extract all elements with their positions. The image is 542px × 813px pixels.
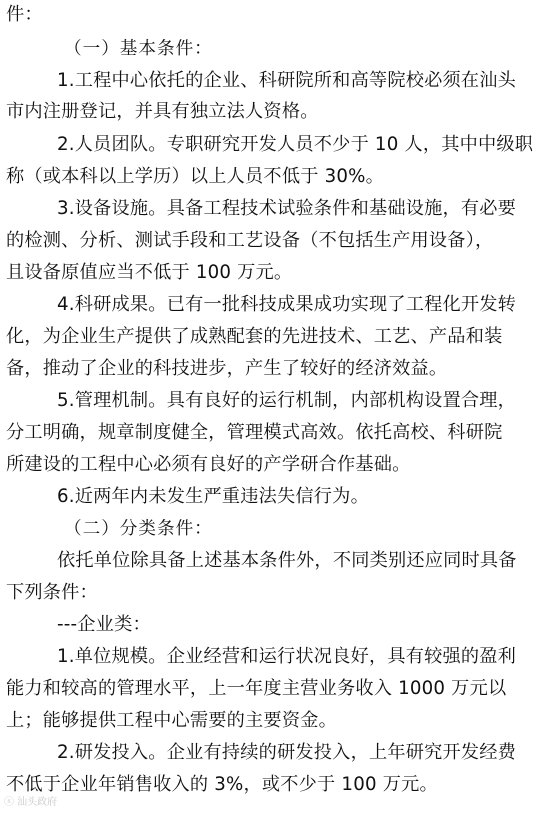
paragraph-line: 3.设备设施。具备工程技术试验条件和基础设施，有必要 <box>57 198 517 219</box>
paragraph-line: 分工明确，规章制度健全，管理模式高效。依托高校、科研院 <box>6 422 503 443</box>
paragraph-line: 4.科研成果。已有一批科技成果成功实现了工程化开发转 <box>57 294 517 315</box>
paragraph-line: 不低于企业年销售收入的 3%，或不少于 100 万元。 <box>6 774 438 795</box>
section-heading-basic: （一）基本条件： <box>64 39 213 59</box>
paragraph-line: 依托单位除具备上述基本条件外，不同类别还应同时具备 <box>57 550 517 571</box>
paragraph-line: 化，为企业生产提供了成熟配套的先进技术、工艺、产品和装 <box>6 326 503 347</box>
paragraph-line: 且设备原值应当不低于 100 万元。 <box>6 262 293 283</box>
paragraph-line: 5.管理机制。具有良好的运行机制，内部机构设置合理， <box>57 390 517 411</box>
paragraph-fragment: 件： <box>6 4 43 25</box>
paragraph-line: 2.人员团队。专职研究开发人员不少于 10 人，其中中级职 <box>57 134 534 155</box>
section-heading-category: （二）分类条件： <box>64 519 213 539</box>
paragraph-line: 备，推动了企业的科技进步，产生了较好的经济效益。 <box>6 358 448 379</box>
paragraph-line: 能力和较高的管理水平，上一年度主营业务收入 1000 万元以 <box>6 678 507 699</box>
paragraph-line: 2.研发投入。企业有持续的研发投入，上年研究开发经费 <box>57 742 517 763</box>
paragraph-line: 称（或本科以上学历）以上人员不低于 30%。 <box>6 166 384 187</box>
paragraph-line: 6.近两年内未发生严重违法失信行为。 <box>57 486 369 507</box>
paragraph-line: 的检测、分析、测试手段和工艺设备（不包括生产用设备）， <box>6 230 494 251</box>
watermark: ⓢ 汕头政府 <box>4 797 58 808</box>
paragraph-line: 1.工程中心依托的企业、科研院所和高等院校必须在汕头 <box>57 70 517 91</box>
paragraph-line: 所建设的工程中心必须有良好的产学研合作基础。 <box>6 454 411 475</box>
paragraph-line: 上；能够提供工程中心需要的主要资金。 <box>6 710 337 731</box>
paragraph-line: 市内注册登记，并具有独立法人资格。 <box>6 101 319 122</box>
subsection-label-enterprise: ---企业类： <box>57 614 151 635</box>
paragraph-line: 1.单位规模。企业经营和运行状况良好，具有较强的盈利 <box>57 646 517 667</box>
paragraph-line: 下列条件： <box>6 582 98 603</box>
